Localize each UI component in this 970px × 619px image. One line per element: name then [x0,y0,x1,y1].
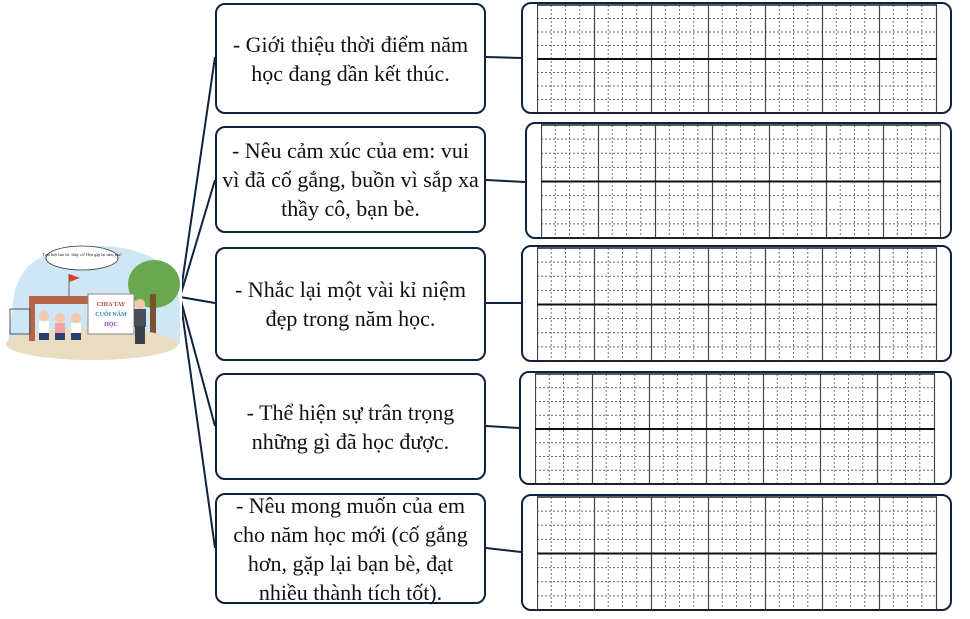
writing-grid-3[interactable] [521,245,952,362]
outline-item-4 [215,373,486,480]
outline-item-3 [215,247,486,361]
grid-lines [537,247,939,362]
teacher [134,299,146,344]
farewell-illustration [4,234,182,366]
grid-lines [537,496,939,611]
writing-grid-4[interactable] [519,371,952,485]
board-line-2: CUỐI NĂM [95,312,127,318]
outline-item-text: - Giới thiệu thời điểm năm học đang dần kết thúc. [232,31,469,86]
outline-item-text: - Nhắc lại một vài kỉ niệm đẹp trong năm học. [235,277,466,331]
grid-lines [537,4,939,114]
outline-item-2 [215,126,486,233]
grid-lines [541,124,943,239]
writing-grid-1[interactable] [521,2,952,114]
board-line-1: CHIA TAY [96,302,126,308]
board-line-3: HỌC [104,322,118,328]
speech-bubble-text: Tạm biệt bạn bè, thầy cô! Hẹn gặp lại năm sau! [42,252,122,257]
outline-item-1 [215,3,486,114]
students [39,311,81,340]
outline-item-text: - Nêu mong muốn của em cho năm học mới (cố gắng hơn, gặp lại bạn bè, đạt nhiều thành tích tốt). [233,492,468,605]
outline-item-text: - Thể hiện sự trân trọng những gì đã học được. [246,399,455,454]
outline-item-text: - Nêu cảm xúc của em: vui vì đã cố gắng, buồn vì sắp xa thầy cô, bạn bè. [222,138,479,221]
writing-grid-2[interactable] [525,122,952,239]
writing-grid-5[interactable] [521,494,952,611]
outline-item-5 [215,493,486,604]
grid-lines [535,373,937,485]
